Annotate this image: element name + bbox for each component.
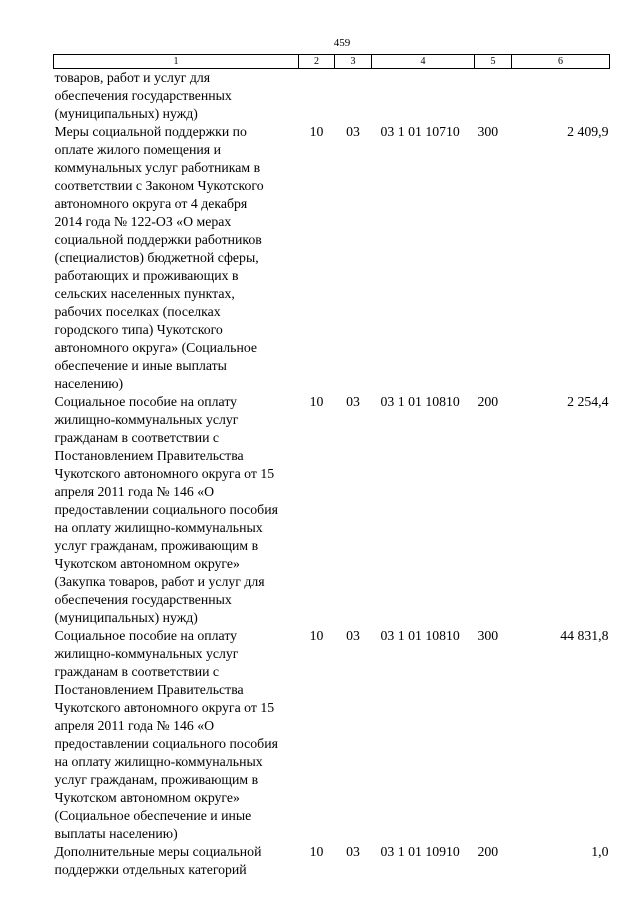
description-line: предоставлении социального пособия [54,736,278,751]
row-expense-type: 300 [477,124,499,139]
header-col-2: 2 [299,55,335,69]
header-col-5: 5 [475,55,512,69]
header-col-6: 6 [512,55,610,69]
row-subsection: 03 [346,628,360,643]
description-line: автономного округа» (Социальное [54,340,258,355]
row-section [299,69,335,124]
description-line: автономного округа от 4 декабря [54,196,248,211]
description-line: (Закупка товаров, работ и услуг для [54,574,265,589]
row-target-code: 03 1 01 10810 [380,628,460,643]
header-col-3: 3 [335,55,372,69]
description-line: обеспечения государственных [54,88,232,103]
row-target-code: 03 1 01 10810 [380,394,460,409]
row-section: 10 [309,124,324,139]
description-line: услуг гражданам, проживающим в [54,538,259,553]
budget-table [53,54,610,879]
description-line: товаров, работ и услуг для [54,70,211,85]
row-subsection: 03 [346,394,360,409]
page-number: 459 [333,37,351,49]
row-section: 10 [309,628,324,643]
row-section: 10 [309,844,324,859]
description-line: Постановлением Правительства [54,448,244,463]
row-target-code: 03 1 01 10710 [380,124,460,139]
description-line: обеспечение и иные выплаты [54,358,227,373]
description-line: сельских населенных пунктах, [54,286,235,301]
description-line: (Социальное обеспечение и иные [54,808,252,823]
description-line: Социальное пособие на оплату [54,628,238,643]
description-line: (муниципальных) нужд) [54,610,198,625]
row-subsection: 03 [346,124,360,139]
description-line: Чукотского автономного округа от 15 [54,466,275,481]
description-line: оплате жилого помещения и [54,142,221,157]
table-row [54,627,610,843]
row-expense-type [475,69,512,124]
description-line: работающих и проживающих в [54,268,239,283]
description-line: рабочих поселках (поселках [54,304,221,319]
description-line: Чукотском автономном округе» [54,790,240,805]
row-section: 10 [309,394,324,409]
description-line: Чукотского автономного округа от 15 [54,700,275,715]
row-description [54,843,299,879]
description-line: Чукотском автономном округе» [54,556,240,571]
table-row [54,69,610,124]
row-subsection [335,69,372,124]
description-line: на оплату жилищно-коммунальных [54,520,263,535]
description-line: соответствии с Законом Чукотского [54,178,264,193]
description-line: услуг гражданам, проживающим в [54,772,259,787]
row-target-code [372,69,475,124]
row-expense-type: 200 [477,394,499,409]
description-line: гражданам в соответствии с [54,430,220,445]
header-col-4: 4 [372,55,475,69]
row-description [54,627,299,843]
row-amount [512,69,610,124]
row-expense-type: 200 [477,844,499,859]
row-amount: 1,0 [591,844,609,859]
description-line: Постановлением Правительства [54,682,244,697]
header-row [54,55,610,69]
description-line: поддержки отдельных категорий [54,862,247,877]
table-row [54,123,610,393]
row-subsection: 03 [346,844,360,859]
row-expense-type: 300 [477,628,499,643]
row-target-code: 03 1 01 10910 [380,844,460,859]
table-row [54,393,610,627]
description-line: населению) [54,376,124,391]
description-line: апреля 2011 года № 146 «О [54,718,215,733]
row-amount: 2 254,4 [567,394,609,409]
description-line: предоставлении социального пособия [54,502,278,517]
description-line: гражданам в соответствии с [54,664,220,679]
row-amount: 2 409,9 [567,124,609,139]
description-line: городского типа) Чукотского [54,322,223,337]
description-line: апреля 2011 года № 146 «О [54,484,215,499]
description-line: социальной поддержки работников [54,232,262,247]
table-header [54,55,610,69]
row-description [54,69,299,124]
table-row [54,843,610,879]
description-line: (муниципальных) нужд) [54,106,198,121]
description-line: Социальное пособие на оплату [54,394,238,409]
description-line: на оплату жилищно-коммунальных [54,754,263,769]
header-col-1: 1 [54,55,299,69]
description-line: 2014 года № 122-ОЗ «О мерах [54,214,232,229]
table-body [54,69,610,880]
row-amount: 44 831,8 [560,628,609,643]
description-line: коммунальных услуг работникам в [54,160,261,175]
row-description [54,393,299,627]
description-line: жилищно-коммунальных услуг [54,412,239,427]
description-line: Меры социальной поддержки по [54,124,247,139]
description-line: (специалистов) бюджетной сферы, [54,250,259,265]
row-description [54,123,299,393]
description-line: выплаты населению) [54,826,178,841]
description-line: Дополнительные меры социальной [54,844,262,859]
description-line: обеспечения государственных [54,592,232,607]
description-line: жилищно-коммунальных услуг [54,646,239,661]
